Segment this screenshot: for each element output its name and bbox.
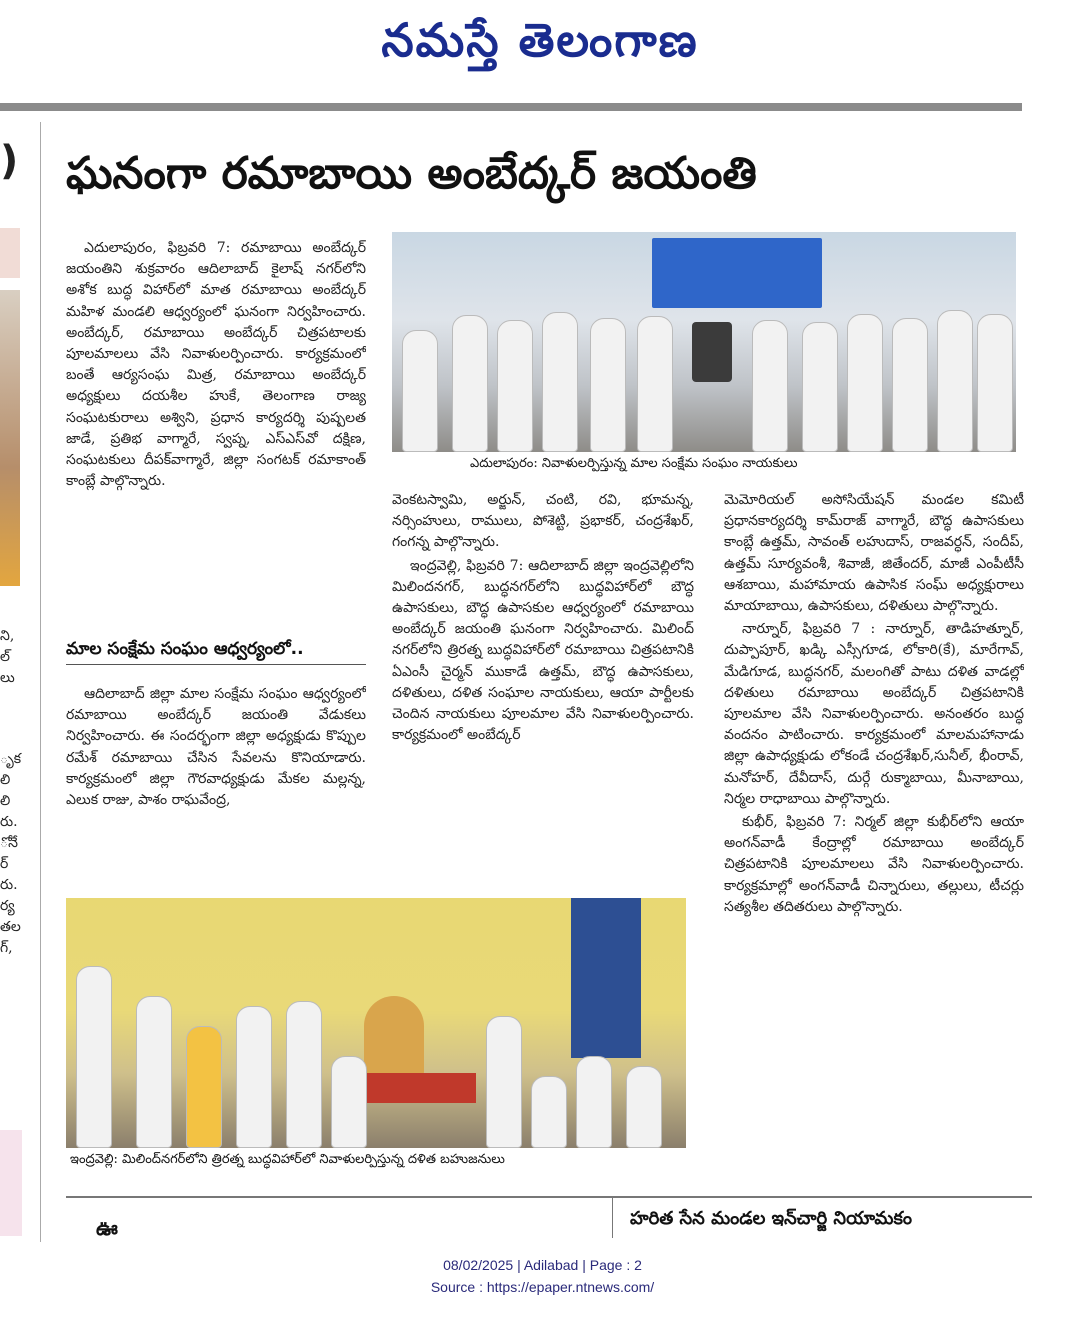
people-group [392,302,1016,452]
article-headline: ఘనంగా రమాబాయి అంబేద్కర్ జయంతి [66,148,757,199]
paragraph: ఆదిలాబాద్ జిల్లా మాల సంక్షేమ సంఘం ఆధ్వర్యంలో రమాబాయి అంబేద్కర్ జయంతి వేడుకలు నిర్వహించారు. ఈ సందర్భంగా జిల్లా అధ్యక్షుడు కొప్పుల రమేశ్ రమాబాయి చేసిన సేవలను కొనియాడారు. కార్యక్రమంలో జిల్లా గౌరవాధ్యక్షుడు మేకల మల్లన్న, ఎలుక రాజు, పాశం రాఘవేంద్ర, [66,686,366,809]
photo-banner [652,238,822,308]
edition-info: 08/02/2025 | Adilabad | Page : 2 [443,1257,642,1273]
paragraph: ఎదులాపురం, ఫిబ్రవరి 7: రమాబాయి అంబేద్కర్ జయంతిని శుక్రవారం ఆదిలాబాద్ కైలాష్ నగర్‌లోని అశోక బుద్ధ విహార్‌లో మాత రమాబాయి అంబేద్కర్ మహిళ మండలి ఆధ్వర్యంలో ఘనంగా నిర్వహించారు. అంబేద్కర్, రమాబాయి అంబేద్కర్ చిత్రపటాలకు పూలమాలలు వేసి నివాళులర్పించారు. కార్యక్రమంలో బంతే ఆర్యసంఘ మిత్ర, రమాబాయి అంబేద్కర్ అధ్యక్షులు దయశీల హుకే, తెలంగాణ రాజ్య సంఘటకురాలు అశ్విని, ప్రధాన కార్యదర్శి పుష్పలత జాడే, ప్రతిభ వాగ్మారే, స్వప్న, ఎస్ఎస్‌వో దక్షిణ, సంఘటకులు దీపక్‌వాగ్మారే, జిల్లా సంగటక్ రమాకాంత్ కాంబ్లే పాల్గొన్నారు. [66,240,366,490]
people-group [66,958,686,1148]
section-rule [66,1196,1032,1198]
margin-text: ని, ల్ లు ృక లి లి రు. ోనే ర్ రు. ర్య తల గ్, [0,628,21,956]
adjacent-photo-fragment [0,290,20,586]
newspaper-masthead: నమస్తే తెలంగాణ [381,13,699,67]
article-column-3 [724,490,1024,1180]
source-link[interactable]: Source : https://epaper.ntnews.com/ [430,1279,655,1295]
adjacent-text-fragment [0,626,22,959]
article-column-2 [392,490,694,882]
article-column-1 [66,238,366,630]
adjacent-photo-fragment [0,228,20,278]
adjacent-article-strip: ) [0,138,19,184]
adjacent-box-fragment [0,1130,22,1236]
column-divider [40,122,41,1242]
paragraph: కుభీర్, ఫిబ్రవరి 7: నిర్మల్ జిల్లా కుభీర్‌లోని ఆయా అంగన్‌వాడీ కేంద్రాల్లో రమాబాయి అంబేద్కర్ చిత్రపటానికి పూలమాలలు వేసి నివాళులర్పించారు. కార్యక్రమాల్లో అంగన్‌వాడీ చిన్నారులు, తల్లులు, టీచర్లు సత్యశీల తదితరులు పాల్గొన్నారు. [724,814,1024,915]
article-column-1-cont [66,684,366,880]
paragraph: వెంకటస్వామి, అర్జున్, చంటి, రవి, భూమన్న, నర్సింహులు, రాములు, పోశెట్టి, ప్రభాకర్, చంద్రశేఖర్, గంగన్న పాల్గొన్నారు. [392,492,694,551]
event-photo-indravelli [66,898,686,1148]
page-footer [0,1254,1085,1298]
photo-caption: ఇంద్రవెల్లి: మిలింద్‌నగర్‌లోని త్రిరత్న బుద్ధవిహార్‌లో నివాళులర్పిస్తున్న దళిత బహుజనులు [70,1152,505,1167]
sub-headline: మాల సంక్షేమ సంఘం ఆధ్వర్యంలో.. [66,636,366,665]
masthead-rule [0,103,1022,111]
section-divider [612,1198,613,1238]
paragraph: ఇంద్రవెల్లి, ఫిబ్రవరి 7: ఆదిలాబాద్ జిల్లా ఇంద్రవెల్లిలోని మిలిందనగర్, బుద్ధనగర్‌లోని బుద్ధవిహార్‌లో బౌద్ధ ఉపాసకులు, బౌద్ధ ఉపాసకుల ఆధ్వర్యంలో రమాబాయి అంబేద్కర్ జయంతి ఘనంగా నిర్వహించారు. మిలింద్ నగర్‌లోని త్రిరత్న బుద్ధవిహార్‌లో రమాబాయి చిత్రపటానికి ఏఎంసీ చైర్మన్ ముకాడే ఉత్తమ్, బౌద్ధ ఉపాసకులు, దళితులు, దళిత సంఘాల నాయకులు, ఆయా పార్టీలకు చెందిన నాయకులు పూలమాల వేసి నివాళులర్పించారు. కార్యక్రమంలో అంబేద్కర్ [392,557,694,744]
paragraph: మెమోరియల్ అసోసియేషన్ మండల కమిటీ ప్రధానకార్యదర్శి కామ్‌రాజ్ వాగ్మారే, బౌద్ధ ఉపాసకులు కాంబ్లే ఉత్తమ్, సావంత్ లహుదాస్, రాజవర్ధన్, సందీప్, ఉత్తమ్ సూర్యవంశీ, శివాజీ, జితేందర్, మాజీ ఎంపీటీసీ ఆశబాయి, మహామాయ ఉపాసిక సంఘ్ అధ్యక్షురాలు మాయాబాయి, ఉపాసకులు, దళితులు పాల్గొన్నారు. [724,492,1024,615]
next-article-headline-cut: ఊ [96,1216,118,1238]
event-photo-edulapuram [392,232,1016,452]
photo-caption: ఎదులాపురం: నివాళులర్పిస్తున్న మాల సంక్షేమ సంఘం నాయకులు [470,456,798,471]
paragraph: నార్నూర్, ఫిబ్రవరి 7 : నార్నూర్, తాడిహత్నూర్, దుప్పాపూర్, ఖడ్కి ఎస్సీగూడ, లోకారి(కే), మారేగావ్, మేడిగూడ, బుద్ధనగర్, మలంగితో పాటు దళిత వాడల్లో దళితులు రమాబాయి అంబేద్కర్ చిత్రపటానికి పూలమాల వేసి నివాళులర్పించారు. అనంతరం బుద్ధ వందనం పాటించారు. కార్యక్రమంలో మాలమహానాడు జిల్లా ఉపాధ్యక్షుడు లోకండే చంద్రశేఖర్,సునీల్, భీంరావ్, మనోహర్, దేవీదాస్, దుర్గే రుక్మాబాయి, మీనాబాయి, నిర్మల రాధాబాయి పాల్గొన్నారు. [724,621,1024,807]
next-article-headline: హరిత సేన మండల ఇన్‌చార్జి నియామకం [630,1208,912,1229]
